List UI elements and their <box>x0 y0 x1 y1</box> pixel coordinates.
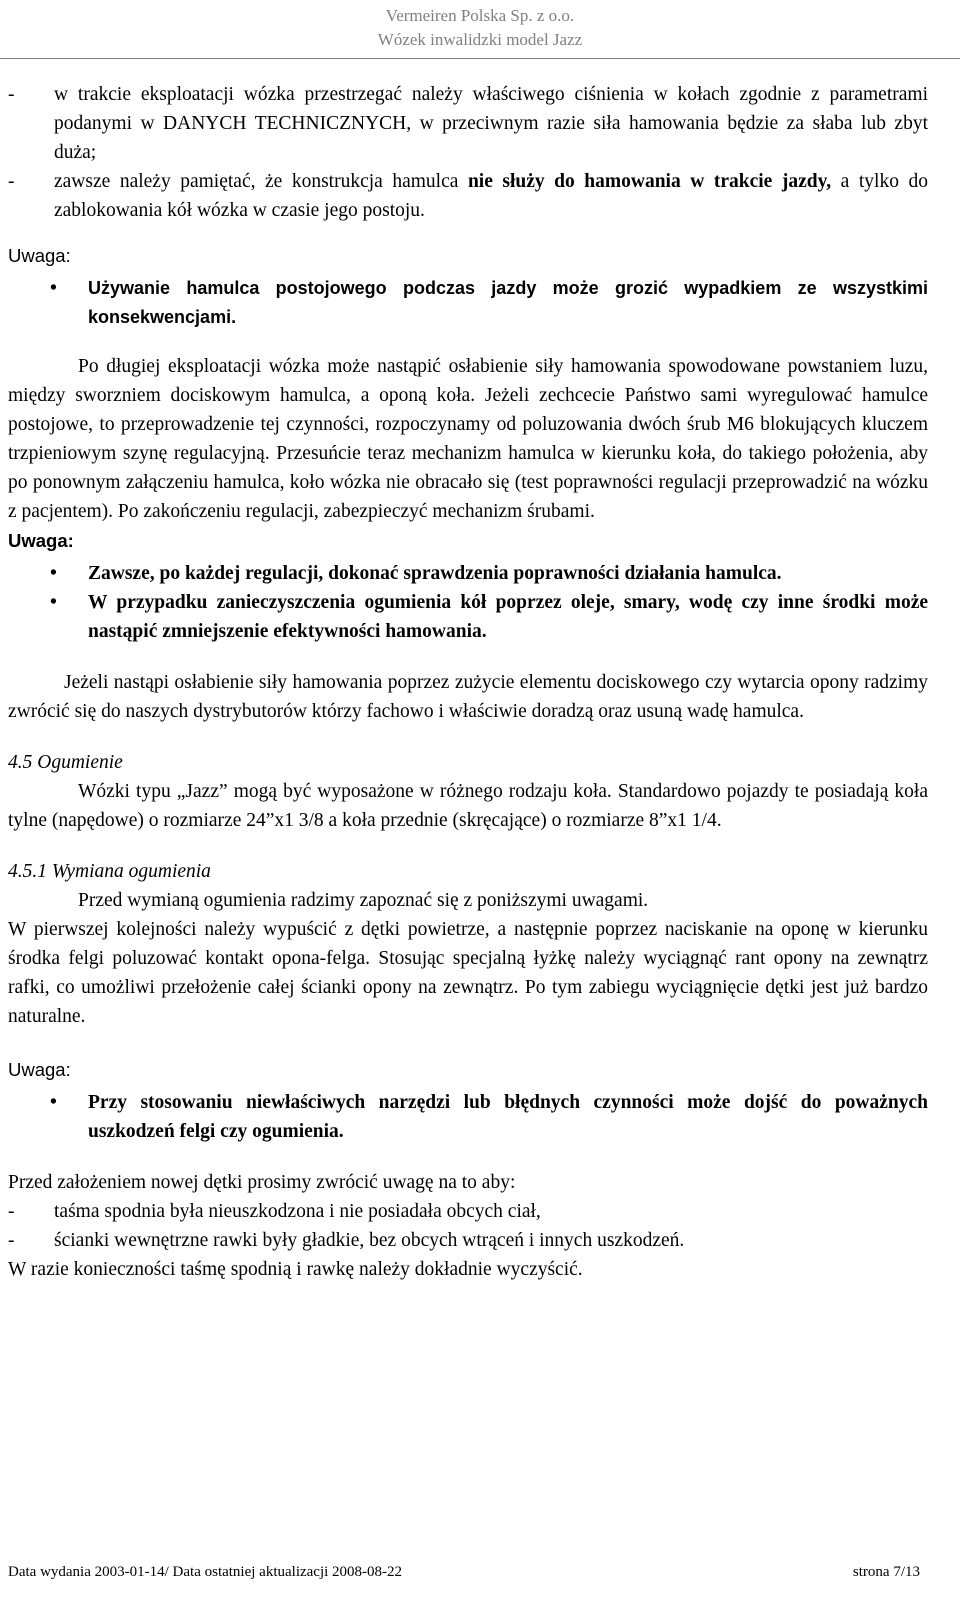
list-item <box>8 167 928 225</box>
bullet-icon: • <box>50 592 57 613</box>
list-item <box>8 80 928 167</box>
warning-bullet <box>8 274 928 332</box>
warning-text: Zawsze, po każdej regulacji, dokonać sprawdzenia poprawności działania hamulca. <box>88 563 782 584</box>
warning-text: Używanie hamulca postojowego podczas jazdy może grozić wypadkiem ze wszystkimi konsekwencjami. <box>88 278 928 327</box>
document-body <box>8 80 928 1284</box>
list-item <box>8 1226 928 1255</box>
list-item-text-bold: nie służy do hamowania w trakcie jazdy, <box>467 171 832 192</box>
warning-bullet <box>8 1088 928 1146</box>
section-heading-4-5: 4.5 Ogumienie <box>8 752 123 773</box>
page-footer <box>8 1564 920 1581</box>
warning-text: Przy stosowaniu niewłaściwych narzędzi lub błędnych czynności może dojść do poważnych uszkodzeń felgi czy ogumienia. <box>88 1092 928 1142</box>
list-item-text: taśma spodnia była nieuszkodzona i nie posiadała obcych ciał, <box>54 1201 541 1222</box>
bullet-icon: • <box>50 278 57 299</box>
paragraph-brake-adjustment: Po długiej eksploatacji wózka może nastąpić osłabienie siły hamowania spowodowane powstaniem luzu, między sworzniem dociskowym hamulca, a oponą koła. Jeżeli zechcecie Państwo sami wyregulować hamulce postojowe, to przeprowadzenie tej czynności, rozpoczynamy od poluzowania dwóch śrub M6 blokujących kluczem trzpieniowym szynę regulacyjną. Przesuńcie teraz mechanizm hamulca w kierunku koła, do takiego położenia, aby po ponownym załączeniu hamulca, koło wózka nie obracało się (test poprawności regulacji przeprowadzić na wózku z pacjentem). Po zakończeniu regulacji, zabezpieczyć mechanizm śrubami. <box>8 356 928 522</box>
warning-bullet <box>8 588 928 646</box>
footer-page-number: strona 7/13 <box>852 1564 920 1580</box>
warning-bullet <box>8 559 928 588</box>
warning-label: Uwaga: <box>8 530 74 551</box>
dash-marker: - <box>8 84 15 105</box>
header-model: Wózek inwalidzki model Jazz <box>377 30 583 49</box>
paragraph-distributor: Jeżeli nastąpi osłabienie siły hamowania poprzez zużycie elementu dociskowego czy wytarcia opony radzimy zwrócić się do naszych dystrybutorów którzy fachowo i właściwie doradzą oraz usuną wadę hamulca. <box>8 672 928 722</box>
bullet-icon: • <box>50 563 57 584</box>
warning-text: W przypadku zanieczyszczenia ogumienia kół poprzez oleje, smary, wodę czy inne środki może nastąpić zmniejszenie efektywności hamowania. <box>88 592 928 642</box>
paragraph-tyre-change: W pierwszej kolejności należy wypuścić z dętki powietrze, a następnie poprzez naciskanie na oponę w kierunku środka felgi poluzować kontakt opona-felga. Stosując specjalną łyżkę należy wyciągnąć rant opony na zewnątrz rafki, co umożliwi przełożenie całej ścianki opony na zewnątrz. Po tym zabiegu wyciągnięcie dętki jest już bardzo naturalne. <box>8 919 928 1027</box>
section-heading-4-5-1: 4.5.1 Wymiana ogumienia <box>8 861 211 882</box>
header-company: Vermeiren Polska Sp. z o.o. <box>385 6 575 25</box>
list-item-text-post: a tylko do zablokowania kół wózka w czasie jego postoju. <box>54 171 928 221</box>
footer-dates: Data wydania 2003-01-14/ Data ostatniej aktualizacji 2008-08-22 <box>8 1564 403 1580</box>
warning-label: Uwaga: <box>8 245 71 266</box>
bullet-icon: • <box>50 1092 57 1113</box>
paragraph-closing: W razie konieczności taśmę spodnią i rawkę należy dokładnie wyczyścić. <box>8 1259 583 1280</box>
paragraph-tyre-intro: Przed wymianą ogumienia radzimy zapoznać się z poniższymi uwagami. <box>78 890 649 911</box>
dash-marker: - <box>8 1201 15 1222</box>
warning-label: Uwaga: <box>8 1059 71 1080</box>
dash-marker: - <box>8 1230 15 1251</box>
page-header <box>0 0 960 59</box>
list-item-text: w trakcie eksploatacji wózka przestrzegać należy właściwego ciśnienia w kołach zgodnie z parametrami podanymi w DANYCH TECHNICZNYCH, w przeciwnym razie siła hamowania będzie za słaba lub zbyt duża; <box>54 84 928 163</box>
list-item-text: ścianki wewnętrzne rawki były gładkie, bez obcych wtrąceń i innych uszkodzeń. <box>54 1230 685 1251</box>
list-item-text-pre: zawsze należy pamiętać, że konstrukcja hamulca <box>54 171 468 192</box>
paragraph-new-tube-intro: Przed założeniem nowej dętki prosimy zwrócić uwagę na to aby: <box>8 1172 516 1193</box>
paragraph-tyres: Wózki typu „Jazz” mogą być wyposażone w różnego rodzaju koła. Standardowo pojazdy te posiadają koła tylne (napędowe) o rozmiarze 24”x1 3/8 a koła przednie (skręcające) o rozmiarze 8”x1 1/4. <box>8 781 928 831</box>
list-item <box>8 1197 928 1226</box>
dash-marker: - <box>8 171 15 192</box>
list-item-text <box>54 167 928 225</box>
